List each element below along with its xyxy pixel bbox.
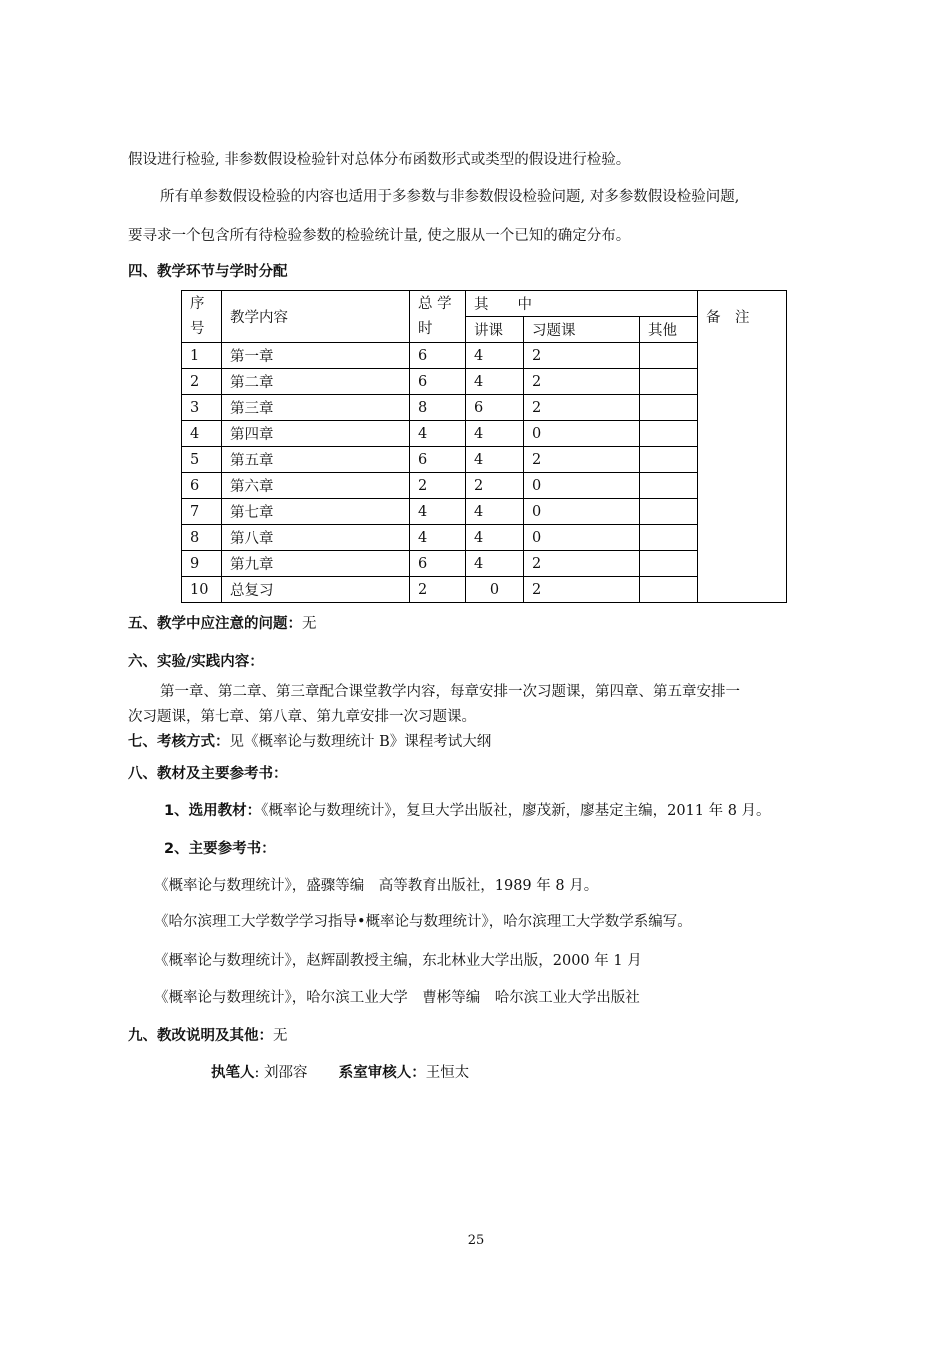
section-9 xyxy=(128,1026,288,1046)
author-label: 执笔人 xyxy=(211,1065,255,1081)
header-seq-bottom: 号 xyxy=(190,320,205,337)
cell-exercise: 2 xyxy=(524,343,640,369)
cell-other xyxy=(640,473,698,499)
table-row xyxy=(182,525,787,551)
author-name: 刘邵容 xyxy=(264,1065,308,1081)
cell-lecture: 0 xyxy=(466,577,524,603)
table-row xyxy=(182,473,787,499)
cell-seq: 6 xyxy=(182,473,222,499)
cell-other xyxy=(640,369,698,395)
reference-item: 《概率论与数理统计》，哈尔滨工业大学 曹彬等编 哈尔滨工业大学出版社 xyxy=(154,990,640,1006)
cell-lecture: 4 xyxy=(466,369,524,395)
paragraph-2: 所有单参数假设检验的内容也适用于多参数与非参数假设检验问题, 对多参数假设检验问题, xyxy=(160,189,740,205)
cell-hours: 2 xyxy=(410,473,466,499)
header-hours xyxy=(410,291,466,343)
cell-exercise: 2 xyxy=(524,551,640,577)
textbook-value: 《概率论与数理统计》，复旦大学出版社，廖茂新，廖基定主编，2011 年 8 月。 xyxy=(261,803,771,819)
textbook-label: 1、选用教材： xyxy=(164,803,262,819)
cell-seq: 1 xyxy=(182,343,222,369)
section-5-title: 五、教学中应注意的问题： xyxy=(128,616,302,632)
cell-content: 第四章 xyxy=(222,421,410,447)
table-row xyxy=(182,499,787,525)
table-row xyxy=(182,369,787,395)
page-number: 25 xyxy=(467,1233,485,1248)
header-hours-bottom: 时 xyxy=(418,320,433,337)
section-6-line-1: 第一章、第二章、第三章配合课堂教学内容，每章安排一次习题课，第四章、第五章安排一 xyxy=(160,684,740,700)
table-header-row xyxy=(182,291,787,317)
textbook-line xyxy=(164,801,771,821)
cell-hours: 6 xyxy=(410,551,466,577)
cell-exercise: 0 xyxy=(524,499,640,525)
section-7 xyxy=(128,732,491,752)
section-4-title: 四、教学环节与学时分配 xyxy=(128,264,288,280)
author-separator: : xyxy=(254,1065,260,1081)
cell-content: 第二章 xyxy=(222,369,410,395)
cell-lecture: 4 xyxy=(466,421,524,447)
cell-seq: 3 xyxy=(182,395,222,421)
header-among: 其 中 xyxy=(466,291,698,317)
cell-other xyxy=(640,551,698,577)
cell-lecture: 2 xyxy=(466,473,524,499)
cell-content: 第三章 xyxy=(222,395,410,421)
table-row xyxy=(182,421,787,447)
table-row xyxy=(182,551,787,577)
section-9-title: 九、教改说明及其他： xyxy=(128,1028,273,1044)
section-9-value: 无 xyxy=(273,1028,288,1044)
header-remark xyxy=(698,291,787,603)
cell-seq: 7 xyxy=(182,499,222,525)
section-5-value: 无 xyxy=(302,616,317,632)
cell-hours: 4 xyxy=(410,525,466,551)
header-hours-top: 总 学 xyxy=(418,295,452,312)
header-seq xyxy=(182,291,222,343)
cell-seq: 4 xyxy=(182,421,222,447)
cell-exercise: 2 xyxy=(524,395,640,421)
header-lecture: 讲课 xyxy=(466,317,524,343)
cell-lecture: 4 xyxy=(466,525,524,551)
paragraph-1: 假设进行检验, 非参数假设检验针对总体分布函数形式或类型的假设进行检验。 xyxy=(128,152,631,168)
cell-content: 第五章 xyxy=(222,447,410,473)
cell-lecture: 6 xyxy=(466,395,524,421)
table-row xyxy=(182,577,787,603)
cell-content: 总复习 xyxy=(222,577,410,603)
section-7-value: 见《概率论与数理统计 B》课程考试大纲 xyxy=(229,734,492,750)
cell-hours: 4 xyxy=(410,499,466,525)
header-seq-top: 序 xyxy=(190,295,205,312)
section-8-title: 八、教材及主要参考书： xyxy=(128,766,288,782)
cell-content: 第八章 xyxy=(222,525,410,551)
table-row xyxy=(182,343,787,369)
cell-other xyxy=(640,343,698,369)
reference-item: 《哈尔滨理工大学数学学习指导•概率论与数理统计》，哈尔滨理工大学数学系编写。 xyxy=(154,914,692,930)
header-exercise: 习题课 xyxy=(524,317,640,343)
header-other: 其他 xyxy=(640,317,698,343)
cell-lecture: 4 xyxy=(466,551,524,577)
cell-seq: 8 xyxy=(182,525,222,551)
cell-seq: 2 xyxy=(182,369,222,395)
cell-other xyxy=(640,499,698,525)
cell-lecture: 4 xyxy=(466,499,524,525)
references-label: 2、主要参考书： xyxy=(164,841,276,857)
paragraph-3: 要寻求一个包含所有待检验参数的检验统计量, 使之服从一个已知的确定分布。 xyxy=(128,228,631,244)
cell-exercise: 0 xyxy=(524,421,640,447)
reference-item: 《概率论与数理统计》，盛骤等编 高等教育出版社，1989 年 8 月。 xyxy=(154,878,599,894)
cell-other xyxy=(640,421,698,447)
cell-lecture: 4 xyxy=(466,343,524,369)
header-remark-label: 备 注 xyxy=(706,310,750,326)
section-6-line-2: 次习题课，第七章、第八章、第九章安排一次习题课。 xyxy=(128,709,476,725)
cell-other xyxy=(640,525,698,551)
cell-seq: 10 xyxy=(182,577,222,603)
section-7-title: 七、考核方式： xyxy=(128,734,230,750)
cell-other xyxy=(640,447,698,473)
cell-exercise: 0 xyxy=(524,473,640,499)
section-6-title: 六、实验/实践内容： xyxy=(128,654,264,670)
cell-hours: 8 xyxy=(410,395,466,421)
cell-seq: 9 xyxy=(182,551,222,577)
reference-item: 《概率论与数理统计》，赵辉副教授主编，东北林业大学出版，2000 年 1 月 xyxy=(154,953,642,969)
cell-other xyxy=(640,577,698,603)
cell-exercise: 0 xyxy=(524,525,640,551)
cell-lecture: 4 xyxy=(466,447,524,473)
reviewer-name: 王恒太 xyxy=(425,1065,470,1081)
cell-hours: 6 xyxy=(410,447,466,473)
header-content: 教学内容 xyxy=(222,291,410,343)
cell-content: 第七章 xyxy=(222,499,410,525)
cell-hours: 6 xyxy=(410,343,466,369)
cell-hours: 2 xyxy=(410,577,466,603)
cell-hours: 4 xyxy=(410,421,466,447)
cell-exercise: 2 xyxy=(524,447,640,473)
cell-exercise: 2 xyxy=(524,369,640,395)
cell-exercise: 2 xyxy=(524,577,640,603)
table-row xyxy=(182,447,787,473)
cell-seq: 5 xyxy=(182,447,222,473)
section-5 xyxy=(128,614,317,634)
cell-content: 第九章 xyxy=(222,551,410,577)
cell-content: 第一章 xyxy=(222,343,410,369)
reviewer-label: 系室审核人： xyxy=(338,1065,426,1081)
table-row xyxy=(182,395,787,421)
signature-line xyxy=(211,1063,469,1083)
cell-hours: 6 xyxy=(410,369,466,395)
cell-other xyxy=(640,395,698,421)
cell-content: 第六章 xyxy=(222,473,410,499)
hours-allocation-table xyxy=(181,290,787,603)
